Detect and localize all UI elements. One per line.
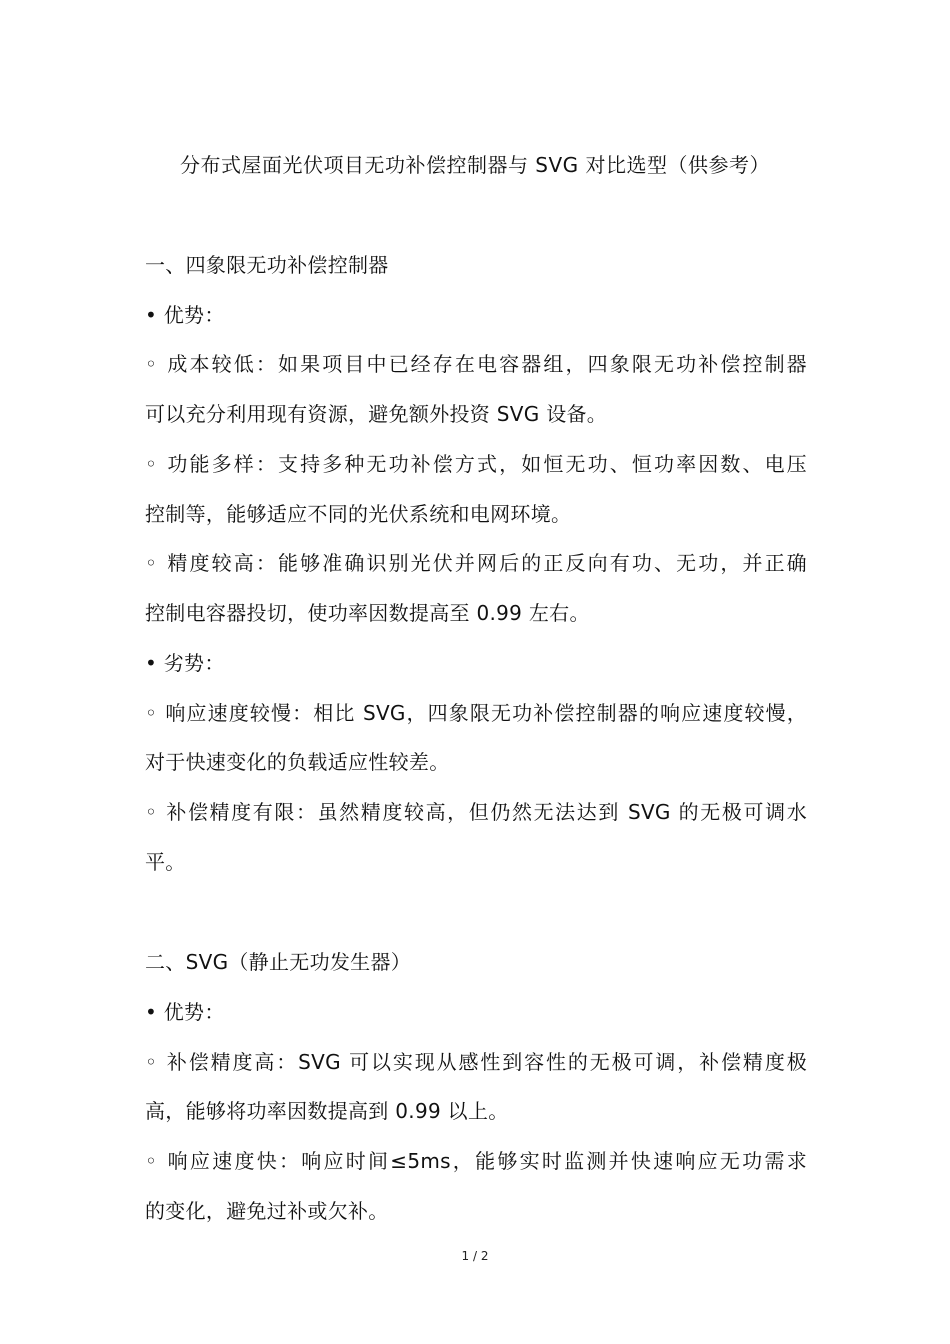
list-item-continuation: 控制电容器投切，使功率因数提高至 0.99 左右。 bbox=[145, 601, 590, 625]
list-item-continuation: 控制等，能够适应不同的光伏系统和电网环境。 bbox=[145, 502, 572, 526]
list-item: ◦ 成本较低：如果项目中已经存在电容器组，四象限无功补偿控制器 bbox=[145, 352, 807, 376]
list-item-continuation: 可以充分利用现有资源，避免额外投资 SVG 设备。 bbox=[145, 402, 608, 426]
list-item: ◦ 响应速度较慢：相比 SVG，四象限无功补偿控制器的响应速度较慢， bbox=[145, 701, 807, 725]
advantages-label: • 优势： bbox=[145, 1000, 225, 1024]
list-item: ◦ 响应速度快：响应时间≤5ms，能够实时监测并快速响应无功需求 bbox=[145, 1149, 807, 1173]
list-item-continuation: 对于快速变化的负载适应性较差。 bbox=[145, 750, 450, 774]
list-item: ◦ 功能多样：支持多种无功补偿方式，如恒无功、恒功率因数、电压 bbox=[145, 452, 807, 476]
advantages-label: • 优势： bbox=[145, 303, 225, 327]
list-item: ◦ 补偿精度高：SVG 可以实现从感性到容性的无极可调，补偿精度极 bbox=[145, 1050, 807, 1074]
list-item: ◦ 补偿精度有限：虽然精度较高，但仍然无法达到 SVG 的无极可调水 bbox=[145, 800, 807, 824]
list-item-continuation: 平。 bbox=[145, 850, 186, 874]
section-heading: 一、四象限无功补偿控制器 bbox=[145, 253, 389, 277]
disadvantages-label: • 劣势： bbox=[145, 651, 225, 675]
list-item: ◦ 精度较高：能够准确识别光伏并网后的正反向有功、无功，并正确 bbox=[145, 551, 807, 575]
section-heading: 二、SVG（静止无功发生器） bbox=[145, 950, 412, 974]
document-title: 分布式屋面光伏项目无功补偿控制器与 SVG 对比选型（供参考） bbox=[179, 153, 771, 177]
list-item-continuation: 高，能够将功率因数提高到 0.99 以上。 bbox=[145, 1099, 509, 1123]
list-item-continuation: 的变化，避免过补或欠补。 bbox=[145, 1199, 389, 1223]
page-indicator: 1 / 2 bbox=[461, 1249, 489, 1263]
